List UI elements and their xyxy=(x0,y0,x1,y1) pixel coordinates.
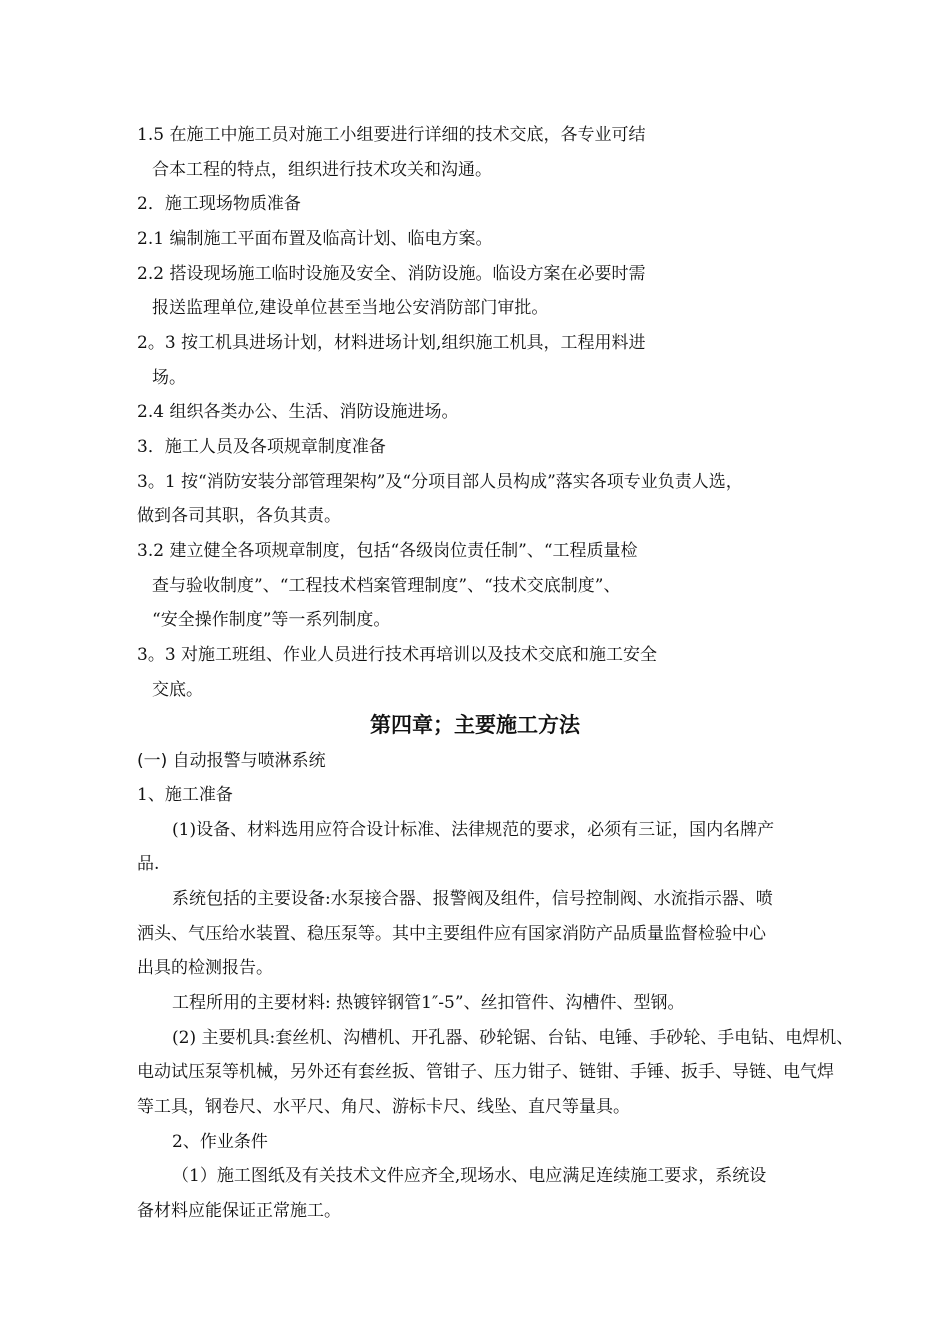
text-line: 3．施工人员及各项规章制度准备 xyxy=(137,437,386,457)
text-line: 工程所用的主要材料: 热镀锌钢管1″-5”、丝扣管件、沟槽件、型钢。 xyxy=(172,993,685,1013)
text-line: 2．施工现场物质准备 xyxy=(137,194,301,214)
text-line: “安全操作制度”等一系列制度。 xyxy=(152,610,391,630)
text-line: （1）施工图纸及有关技术文件应齐全,现场水、电应满足连续施工要求，系统设 xyxy=(172,1166,767,1186)
section-heading: (一) 自动报警与喷淋系统 xyxy=(137,751,326,771)
text-line: 3。1 按“消防安装分部管理架构”及“分项目部人员构成”落实各项专业负责人选， xyxy=(137,472,743,492)
text-line: (2) 主要机具:套丝机、沟槽机、开孔器、砂轮锯、台钻、电锤、手砂轮、手电钻、电焊机、 xyxy=(172,1028,854,1048)
text-line: 合本工程的特点，组织进行技术攻关和沟通。 xyxy=(152,160,492,180)
text-line: 2.4 组织各类办公、生活、消防设施进场。 xyxy=(137,402,459,422)
text-line: 3.2 建立健全各项规章制度，包括“各级岗位责任制”、“工程质量检 xyxy=(137,541,638,561)
text-line: 查与验收制度”、“工程技术档案管理制度”、“技术交底制度”、 xyxy=(152,576,621,596)
text-line: 报送监理单位,建设单位甚至当地公安消防部门审批。 xyxy=(152,298,549,318)
text-line: 出具的检测报告。 xyxy=(137,958,273,978)
text-line: 做到各司其职，各负其责。 xyxy=(137,506,341,526)
text-line: 3。3 对施工班组、作业人员进行技术再培训以及技术交底和施工安全 xyxy=(137,645,658,665)
chapter-title: 第四章；主要施工方法 xyxy=(370,713,580,737)
text-line: 2.2 搭设现场施工临时设施及安全、消防设施。临设方案在必要时需 xyxy=(137,264,646,284)
text-line: 洒头、气压给水装置、稳压泵等。其中主要组件应有国家消防产品质量监督检验中心 xyxy=(137,924,766,944)
text-line: (1)设备、材料选用应符合设计标准、法律规范的要求，必须有三证，国内名牌产 xyxy=(172,820,775,840)
text-line: 电动试压泵等机械，另外还有套丝扳、管钳子、压力钳子、链钳、手锤、扳手、导链、电气焊 xyxy=(137,1062,834,1082)
text-line: 系统包括的主要设备:水泵接合器、报警阀及组件，信号控制阀、水流指示器、喷 xyxy=(172,889,773,909)
text-line: 场。 xyxy=(152,368,186,388)
text-line: 1.5 在施工中施工员对施工小组要进行详细的技术交底，各专业可结 xyxy=(137,125,646,145)
text-line: 备材料应能保证正常施工。 xyxy=(137,1201,341,1221)
text-line: 交底。 xyxy=(152,680,203,700)
text-line: 2.1 编制施工平面布置及临高计划、临电方案。 xyxy=(137,229,493,249)
text-line: 2。3 按工机具进场计划，材料进场计划,组织施工机具，工程用料进 xyxy=(137,333,646,353)
text-line: 2、作业条件 xyxy=(172,1132,268,1152)
text-line: 品. xyxy=(137,854,160,874)
text-line: 等工具，钢卷尺、水平尺、角尺、游标卡尺、线坠、直尺等量具。 xyxy=(137,1097,630,1117)
text-line: 1、施工准备 xyxy=(137,785,233,805)
